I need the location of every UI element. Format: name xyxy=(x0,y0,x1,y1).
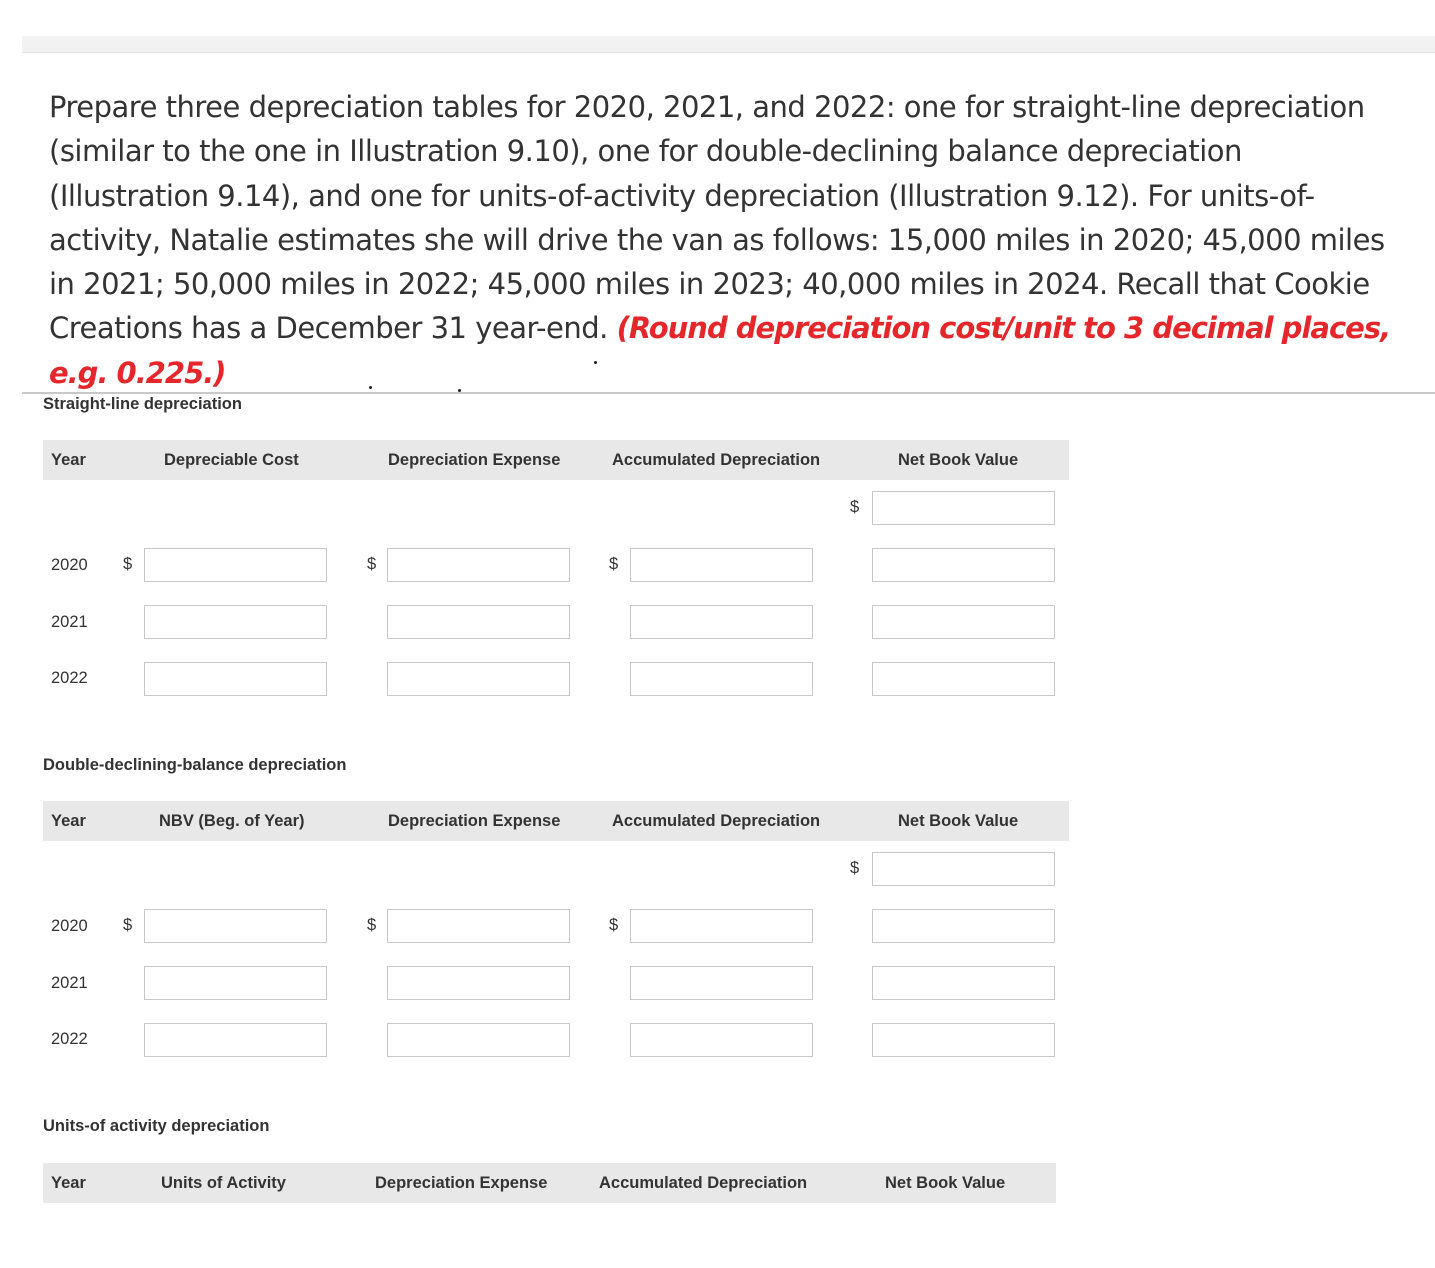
ddb-year-2021: 2021 xyxy=(51,974,88,992)
ddb-2021-net-book-value-input[interactable] xyxy=(872,966,1055,1000)
header-net-book-value: Net Book Value xyxy=(885,1174,1006,1192)
ddb-2022-accumulated-depreciation-input[interactable] xyxy=(630,1023,813,1057)
section-divider xyxy=(22,392,1435,394)
sl-2020-net-book-value-input[interactable] xyxy=(872,548,1055,582)
straight-line-header xyxy=(43,440,1069,480)
ddb-2020-accumulated-depreciation-input[interactable] xyxy=(630,909,813,943)
sl-2020-depreciation-expense-input[interactable] xyxy=(387,548,570,582)
sl-2021-net-book-value-input[interactable] xyxy=(872,605,1055,639)
ddb-2022-depreciation-expense-input[interactable] xyxy=(387,1023,570,1057)
header-depreciation-expense: Depreciation Expense xyxy=(388,812,561,830)
header-year: Year xyxy=(51,451,86,469)
dollar-sign: $ xyxy=(850,859,860,877)
ddb-2021-nbv-beginning-input[interactable] xyxy=(144,966,327,1000)
header-year: Year xyxy=(51,812,86,830)
header-accumulated-depreciation: Accumulated Depreciation xyxy=(599,1174,808,1192)
units-of-activity-title: Units-of activity depreciation xyxy=(43,1117,270,1135)
dollar-sign: $ xyxy=(609,916,619,934)
ddb-2020-net-book-value-input[interactable] xyxy=(872,909,1055,943)
sl-2022-depreciation-expense-input[interactable] xyxy=(387,662,570,696)
ddb-year-2020: 2020 xyxy=(51,917,88,935)
question-prompt xyxy=(49,85,1409,395)
header-nbv-beginning: NBV (Beg. of Year) xyxy=(159,812,305,830)
ddb-2020-nbv-beginning-input[interactable] xyxy=(144,909,327,943)
header-net-book-value: Net Book Value xyxy=(898,451,1019,469)
rounding-hint: (Round depreciation cost/unit to 3 decimal places, e.g. 0.225.) xyxy=(49,311,1391,390)
sl-2022-accumulated-depreciation-input[interactable] xyxy=(630,662,813,696)
stray-dot xyxy=(369,386,372,389)
prompt-text: Prepare three depreciation tables for 2020, 2021, and 2022: one for straight-line depreciation (similar to the one in Illustration 9.10), one for double-declining balance depreciation (Illustration 9.14), and one for units-of-activity depreciation (Illustration 9.12). For units-of-activity, Natalie estimates she will drive the van as follows: 15,000 miles in 2020; 45,000 miles in 2021; 50,000 miles in 2022; 45,000 miles in 2023; 40,000 miles in 2024. Recall that Cookie Creations has a December 31 year-end. xyxy=(49,90,1385,346)
header-units-of-activity: Units of Activity xyxy=(161,1174,286,1192)
dollar-sign: $ xyxy=(367,916,377,934)
ddb-2020-depreciation-expense-input[interactable] xyxy=(387,909,570,943)
ddb-initial-net-book-value-input[interactable] xyxy=(872,852,1055,886)
ddb-2021-accumulated-depreciation-input[interactable] xyxy=(630,966,813,1000)
sl-initial-net-book-value-input[interactable] xyxy=(872,491,1055,525)
dollar-sign: $ xyxy=(850,498,860,516)
header-depreciation-expense: Depreciation Expense xyxy=(375,1174,548,1192)
header-accumulated-depreciation: Accumulated Depreciation xyxy=(612,812,821,830)
sl-2021-depreciable-cost-input[interactable] xyxy=(144,605,327,639)
sl-year-2021: 2021 xyxy=(51,613,88,631)
dollar-sign: $ xyxy=(367,555,377,573)
dollar-sign: $ xyxy=(123,916,133,934)
dollar-sign: $ xyxy=(609,555,619,573)
double-declining-header xyxy=(43,801,1069,841)
sl-2020-accumulated-depreciation-input[interactable] xyxy=(630,548,813,582)
header-year: Year xyxy=(51,1174,86,1192)
stray-dot xyxy=(594,361,597,364)
ddb-2022-nbv-beginning-input[interactable] xyxy=(144,1023,327,1057)
straight-line-title: Straight-line depreciation xyxy=(43,395,242,413)
header-net-book-value: Net Book Value xyxy=(898,812,1019,830)
units-of-activity-header xyxy=(43,1163,1056,1203)
header-depreciation-expense: Depreciation Expense xyxy=(388,451,561,469)
ddb-2021-depreciation-expense-input[interactable] xyxy=(387,966,570,1000)
sl-year-2020: 2020 xyxy=(51,556,88,574)
sl-2021-depreciation-expense-input[interactable] xyxy=(387,605,570,639)
top-strip xyxy=(22,36,1435,53)
sl-year-2022: 2022 xyxy=(51,669,88,687)
sl-2022-net-book-value-input[interactable] xyxy=(872,662,1055,696)
double-declining-title: Double-declining-balance depreciation xyxy=(43,756,347,774)
header-depreciable-cost: Depreciable Cost xyxy=(164,451,299,469)
sl-2022-depreciable-cost-input[interactable] xyxy=(144,662,327,696)
sl-2021-accumulated-depreciation-input[interactable] xyxy=(630,605,813,639)
ddb-2022-net-book-value-input[interactable] xyxy=(872,1023,1055,1057)
sl-2020-depreciable-cost-input[interactable] xyxy=(144,548,327,582)
ddb-year-2022: 2022 xyxy=(51,1030,88,1048)
dollar-sign: $ xyxy=(123,555,133,573)
header-accumulated-depreciation: Accumulated Depreciation xyxy=(612,451,821,469)
